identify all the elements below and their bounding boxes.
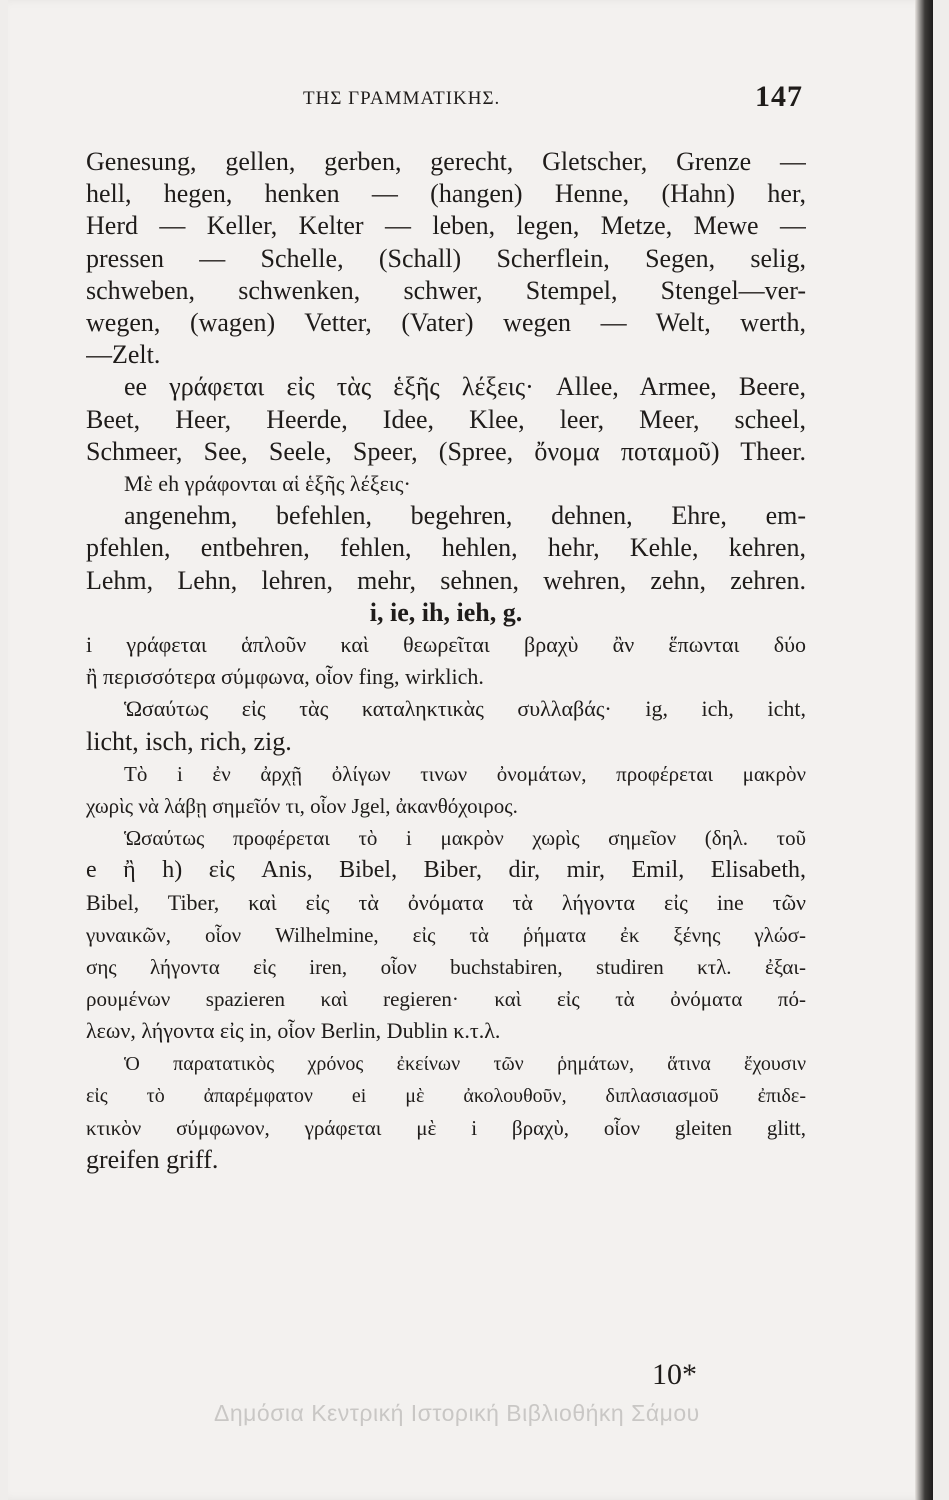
signature-mark: 10* xyxy=(652,1358,697,1391)
page-header xyxy=(303,80,803,118)
text-line: Genesung, gellen, gerben, gerecht, Gletscher, Grenze — xyxy=(86,147,806,176)
text-line: Ὡσαύτως εἰς τὰς καταληκτικὰς συλλαβάς· ig, ich, icht, xyxy=(124,696,806,722)
text-line: Μὲ eh γράφονται αἱ ἑξῆς λέξεις· xyxy=(124,471,411,497)
text-line: e ἢ h) εἰς Anis, Bibel, Biber, dir, mir, Emil, Elisabeth, xyxy=(86,857,806,884)
text-line: σης λήγοντα εἰς iren, οἷον buchstabiren, studiren κτλ. ἐξαι- xyxy=(86,955,806,980)
text-line: εἰς τὸ ἀπαρέμφατον ei μὲ ἀκολουθοῦν, διπλασιασμοῦ ἐπιδε- xyxy=(86,1084,806,1107)
text-line: wegen, (wagen) Vetter, (Vater) wegen — Welt, werth, xyxy=(86,308,806,338)
text-line: —Zelt. xyxy=(86,340,161,370)
book-page xyxy=(8,0,933,1500)
text-line: Lehm, Lehn, lehren, mehr, sehnen, wehren, zehn, zehren. xyxy=(86,565,806,595)
text-line: λεων, λήγοντα εἰς in, οἷον Berlin, Dublin κ.τ.λ. xyxy=(86,1018,501,1044)
text-line: pfehlen, entbehren, fehlen, hehlen, hehr, Kehle, kehren, xyxy=(86,533,806,563)
text-line: ee γράφεται εἰς τὰς ἑξῆς λέξεις· Allee, Armee, Beere, xyxy=(124,372,806,402)
text-line: hell, hegen, henken — (hangen) Henne, (Hahn) her, xyxy=(86,179,806,209)
text-line: γυναικῶν, οἷον Wilhelmine, εἰς τὰ ῥήματα ἐκ ξένης γλώσ- xyxy=(86,922,806,947)
page-number: 147 xyxy=(755,80,803,113)
text-line: κτικὸν σύμφωνον, γράφεται μὲ i βραχὺ, οἷον gleiten glitt, xyxy=(86,1116,806,1141)
text-line: Ὡσαύτως προφέρεται τὸ i μακρὸν χωρὶς σημεῖον (δηλ. τοῦ xyxy=(124,826,806,851)
text-line: Bibel, Tiber, καὶ εἰς τὰ ὀνόματα τὰ λήγοντα εἰς ine τῶν xyxy=(86,889,806,915)
text-line: Herd — Keller, Kelter — leben, legen, Metze, Mewe — xyxy=(86,211,806,241)
text-line: χωρὶς νὰ λάβῃ σημεῖόν τι, οἷον Jgel, ἀκανθόχοιρος. xyxy=(86,794,518,819)
page-body xyxy=(86,146,806,1177)
text-line: Ὁ παρατατικὸς χρόνος ἐκείνων τῶν ῥημάτων, ἅτινα ἔχουσιν xyxy=(124,1052,806,1075)
text-line: Beet, Heer, Heerde, Idee, Klee, leer, Meer, scheel, xyxy=(86,404,806,434)
section-heading: i, ie, ih, ieh, g. xyxy=(369,597,523,627)
text-line: Schmeer, See, Seele, Speer, (Spree, ὄνομα ποταμοῦ) Theer. xyxy=(86,436,806,466)
text-line: licht, isch, rich, zig. xyxy=(86,726,292,756)
text-line: angenehm, befehlen, begehren, dehnen, Ehre, em- xyxy=(124,501,806,531)
text-line: ἢ περισσότερα σύμφωνα, οἷον fing, wirklich. xyxy=(86,664,484,690)
text-line: pressen — Schelle, (Schall) Scherflein, Segen, selig, xyxy=(86,243,806,273)
text-line: ρουμένων spazieren καὶ regieren· καὶ εἰς τὰ ὀνόματα πό- xyxy=(86,987,806,1012)
page-edge-shadow xyxy=(915,0,933,1500)
library-watermark: Δημόσια Κεντρική Ιστορική Βιβλιοθήκη Σάμου xyxy=(214,1400,700,1426)
text-line: i γράφεται ἁπλοῦν καὶ θεωρεῖται βραχὺ ἂν ἕπωνται δύο xyxy=(86,632,806,658)
text-line: schweben, schwenken, schwer, Stempel, Stengel—ver- xyxy=(86,275,806,305)
running-head: ΤΗΣ ΓΡΑΜΜΑΤΙΚΗΣ. xyxy=(303,88,501,109)
text-line: Τὸ i ἐν ἀρχῇ ὀλίγων τινων ὀνομάτων, προφέρεται μακρὸν xyxy=(124,761,806,786)
text-line: greifen griff. xyxy=(86,1145,219,1175)
